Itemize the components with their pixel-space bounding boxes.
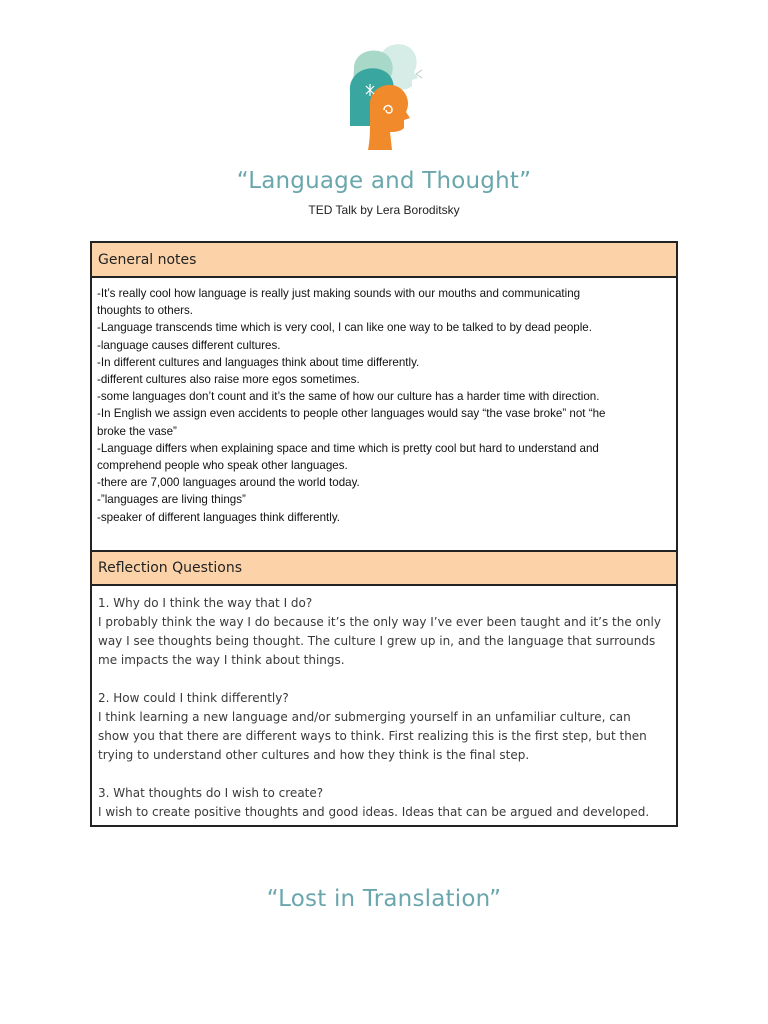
answer-line: show you that there are different ways to think. First realizing this is the first step, but then xyxy=(98,729,647,743)
note-line: -”languages are living things” xyxy=(97,493,246,507)
answer-line: I wish to create positive thoughts and good ideas. Ideas that can be argued and developed. xyxy=(98,805,650,819)
note-line: -It’s really cool how language is really just making sounds with our mouths and communicating xyxy=(97,287,581,300)
answer-line: trying to understand other cultures and how they think is the final step. xyxy=(98,748,530,762)
question-3: 3. What thoughts do I wish to create? xyxy=(98,786,324,800)
general-notes-heading: General notes xyxy=(92,243,676,278)
general-notes-body xyxy=(92,278,676,526)
reflection-questions-box xyxy=(90,550,678,827)
note-line: comprehend people who speak other languages. xyxy=(97,459,348,473)
general-notes-box xyxy=(90,241,678,552)
note-line: -Language transcends time which is very cool, I can like one way to be talked to by dead people. xyxy=(97,321,592,335)
section-title: “Lost in Translation” xyxy=(266,886,502,912)
page-subtitle: TED Talk by Lera Boroditsky xyxy=(308,203,460,217)
answer-line: way I see thoughts being thought. The culture I grew up in, and the language that surrounds xyxy=(98,634,656,648)
spacer xyxy=(98,765,670,784)
note-line: -language causes different cultures. xyxy=(97,338,281,352)
question-2: 2. How could I think differently? xyxy=(98,691,289,705)
note-line: -there are 7,000 languages around the world today. xyxy=(97,476,360,490)
note-line: broke the vase” xyxy=(97,424,177,438)
answer-line: I probably think the way I do because it’s the only way I’ve ever been taught and it’s the only xyxy=(98,615,661,629)
heads-silhouette-icon xyxy=(340,40,428,152)
note-line: -speaker of different languages think differently. xyxy=(97,510,340,524)
note-line: thoughts to others. xyxy=(97,304,194,318)
note-line: -In different cultures and languages think about time differently. xyxy=(97,355,420,369)
note-line: -In English we assign even accidents to people other languages would say “the vase broke” not “he xyxy=(97,407,606,421)
spacer xyxy=(98,670,670,689)
question-1: 1. Why do I think the way that I do? xyxy=(98,596,313,610)
page-title: “Language and Thought” xyxy=(236,168,532,194)
note-line: -Language differs when explaining space and time which is pretty cool but hard to understand and xyxy=(97,441,599,455)
note-line: -some languages don’t count and it’s the same of how our culture has a harder time with direction. xyxy=(97,390,600,404)
answer-line: me impacts the way I think about things. xyxy=(98,653,345,667)
note-line: -different cultures also raise more egos sometimes. xyxy=(97,373,360,387)
reflection-body xyxy=(92,586,676,822)
answer-line: I think learning a new language and/or submerging yourself in an unfamiliar culture, can xyxy=(98,710,631,724)
reflection-questions-heading: Reflection Questions xyxy=(92,552,676,586)
